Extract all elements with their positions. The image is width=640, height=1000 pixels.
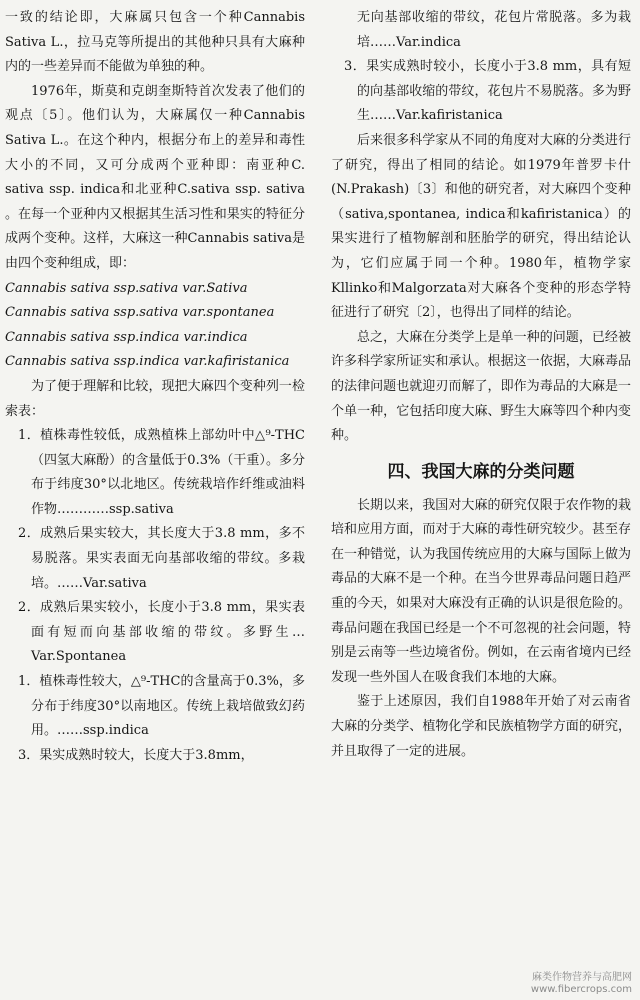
key-item: 2．成熟后果实较小，长度小于3.8 mm，果实表面有短而向基部收缩的带纹。多野生…Var.Spontanea [18, 600, 305, 665]
right-column [331, 6, 631, 764]
key-item: 1．植株毒性较低，成熟植株上部幼叶中△⁹-THC（四氢大麻酚）的含量低于0.3%（干重）。多分布于纬度30°以北地区。传统栽培作纤维或油料作物…………ssp.sativa [18, 428, 305, 517]
key-item: 2．成熟后果实较大，其长度大于3.8 mm，多不易脱落。果实表面无向基部收缩的带纹。多栽培。……Var.sativa [18, 526, 305, 591]
watermark [531, 972, 632, 996]
key-item: 3．果实成熟时较大，长度大于3.8mm， [18, 747, 254, 763]
latin-variety: Cannabis sativa ssp.sativa var.spontanea [5, 305, 275, 321]
paragraph: 总之，大麻在分类学上是单一种的问题，已经被许多科学家所证实和承认。根据这一依据，大麻毒品的法律问题也就迎刃而解了，即作为毒品的大麻是一个单一种，它包括印度大麻、野生大麻等四个种内变种。 [331, 329, 631, 444]
watermark-title: 麻类作物营养与高肥网 [532, 972, 632, 983]
latin-variety: Cannabis sativa ssp.indica var.indica [5, 329, 248, 345]
section-heading: 四、我国大麻的分类问题 [387, 461, 575, 482]
latin-variety: Cannabis sativa ssp.sativa var.Sativa [5, 280, 248, 296]
latin-variety: Cannabis sativa ssp.indica var.kafiristanica [5, 354, 290, 370]
paragraph: 后来很多科学家从不同的角度对大麻的分类进行了研究，得出了相同的结论。如1979年普罗卡什(N.Prakash)〔3〕和他的研究者，对大麻四个变种（sativa,spontanea, indica和kafiristanica）的果实进行了植物解剖和胚胎学的研究，得出结论认为，它们应属于同一个种。1980年，植物学家Kllinko和Malgorzata对大麻各个变种的形态学特征进行了研究〔2〕，也得出了同样的结论。 [331, 132, 631, 321]
key-item-continuation: 无向基部收缩的带纹，花包片常脱落。多为栽培……Var.indica [357, 10, 631, 50]
left-column [5, 6, 305, 768]
paragraph: 1976年，斯莫和克朗奎斯特首次发表了他们的观点〔5〕。他们认为，大麻属仅一种Cannabis Sativa L.。在这个种内，根据分布上的差异和毒性大小的不同，又可分成两个亚种即：南亚种C. sativa ssp. indica和北亚种C.sativa ssp. sativa 。在每一个亚种内又根据其生活习性和果实的特征分成两个变种。这样，大麻这一种Cannabis sativa是由四个变种组成，即： [5, 83, 305, 271]
paragraph: 一致的结论即，大麻属只包含一个种Cannabis Sativa L.，拉马克等所提出的其他种只具有大麻种内的一些差异而不能做为单独的种。 [5, 10, 305, 75]
paragraph: 长期以来，我国对大麻的研究仅限于农作物的栽培和应用方面，而对于大麻的毒性研究较少。甚至存在一种错觉，认为我国传统应用的大麻与国际上做为毒品的大麻不是一个种。在当今世界毒品问题日趋严重的今天，如果对大麻没有正确的认识是很危险的。毒品问题在我国已经是一个不可忽视的社会问题，特别是云南等一些边境省份。例如，在云南省境内已经发现一些外国人在吸食我们本地的大麻。 [331, 497, 631, 685]
paragraph: 为了便于理解和比较，现把大麻四个变种列一检索表： [5, 378, 305, 419]
watermark-url: www.fibercrops.com [530, 984, 632, 995]
key-item: 3．果实成熟时较小，长度小于3.8 mm，具有短的向基部收缩的带纹，花包片不易脱落。多为野生……Var.kafiristanica [344, 59, 631, 124]
paragraph: 鉴于上述原因，我们自1988年开始了对云南省大麻的分类学、植物化学和民族植物学方面的研究，并且取得了一定的进展。 [331, 694, 631, 759]
key-item: 1．植株毒性较大，△⁹-THC的含量高于0.3%，多分布于纬度30°以南地区。传统上栽培做致幻药用。……ssp.indica [18, 674, 305, 739]
